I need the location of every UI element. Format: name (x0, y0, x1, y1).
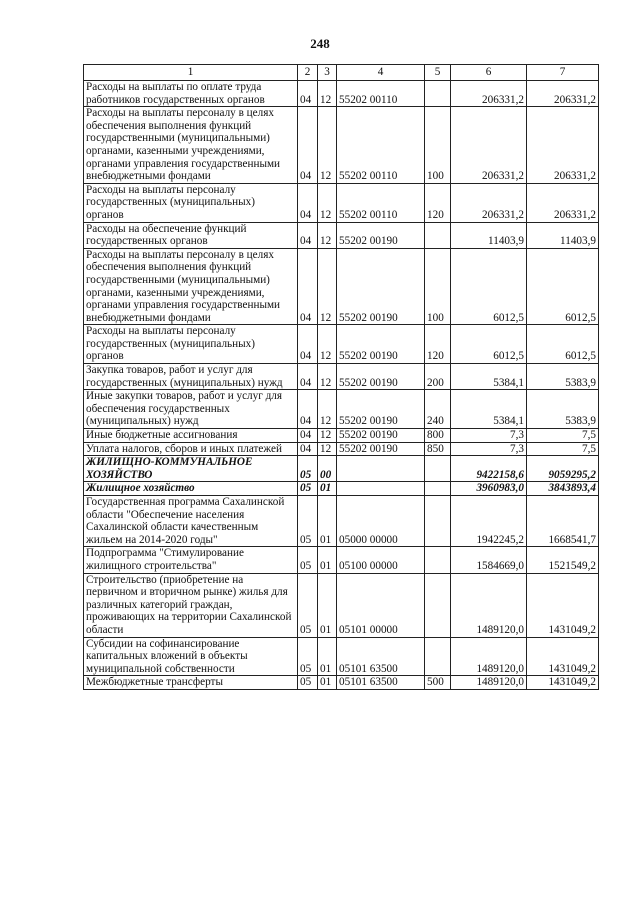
row-description: Государственная программа Сахалинской области "Обеспечение населения Сахалинской области качественным жильем на 2014-2020 годы" (84, 496, 298, 547)
row-subsection-code: 00 (318, 456, 337, 482)
row-amount-year-2: 1431049,2 (527, 573, 599, 637)
row-target-article: 55202 00190 (337, 390, 425, 429)
table-row (84, 364, 599, 390)
row-section-code: 04 (298, 325, 318, 364)
row-subsection-code: 12 (318, 107, 337, 184)
row-expense-type (425, 573, 451, 637)
row-amount-year-2: 3843893,4 (527, 482, 599, 496)
row-subsection-code: 12 (318, 390, 337, 429)
row-description: Расходы на выплаты по оплате труда работников государственных органов (84, 81, 298, 107)
table-row (84, 81, 599, 107)
table-row (84, 573, 599, 637)
row-amount-year-1: 206331,2 (451, 183, 527, 222)
row-amount-year-2: 7,5 (527, 429, 599, 443)
row-expense-type (425, 482, 451, 496)
row-amount-year-2: 206331,2 (527, 107, 599, 184)
row-expense-type (425, 456, 451, 482)
row-subsection-code: 01 (318, 547, 337, 573)
row-target-article: 05101 63500 (337, 637, 425, 676)
row-section-code: 04 (298, 183, 318, 222)
row-amount-year-1: 11403,9 (451, 222, 527, 248)
row-amount-year-2: 206331,2 (527, 183, 599, 222)
row-description: Жилищное хозяйство (84, 482, 298, 496)
row-subsection-code: 01 (318, 637, 337, 676)
row-subsection-code: 01 (318, 573, 337, 637)
row-description: Субсидии на софинансирование капитальных вложений в объекты муниципальной собственности (84, 637, 298, 676)
row-description: Расходы на обеспечение функций государственных органов (84, 222, 298, 248)
row-target-article: 05100 00000 (337, 547, 425, 573)
column-header: 1 (84, 65, 298, 81)
row-expense-type: 120 (425, 325, 451, 364)
row-amount-year-2: 7,5 (527, 442, 599, 456)
table-row (84, 456, 599, 482)
row-target-article: 55202 00190 (337, 364, 425, 390)
row-amount-year-1: 6012,5 (451, 325, 527, 364)
row-description: Межбюджетные трансферты (84, 676, 298, 690)
row-section-code: 04 (298, 248, 318, 325)
row-target-article: 55202 00110 (337, 107, 425, 184)
row-amount-year-1: 7,3 (451, 442, 527, 456)
table-row (84, 676, 599, 690)
row-expense-type: 800 (425, 429, 451, 443)
row-description: ЖИЛИЩНО-КОММУНАЛЬНОЕ ХОЗЯЙСТВО (84, 456, 298, 482)
row-section-code: 04 (298, 222, 318, 248)
row-amount-year-2: 1431049,2 (527, 637, 599, 676)
row-expense-type: 200 (425, 364, 451, 390)
row-subsection-code: 12 (318, 364, 337, 390)
table-row (84, 248, 599, 325)
row-expense-type: 120 (425, 183, 451, 222)
row-amount-year-2: 11403,9 (527, 222, 599, 248)
row-expense-type (425, 637, 451, 676)
row-expense-type: 240 (425, 390, 451, 429)
row-target-article: 55202 00190 (337, 325, 425, 364)
row-amount-year-1: 1489120,0 (451, 573, 527, 637)
row-subsection-code: 01 (318, 676, 337, 690)
row-amount-year-1: 1584669,0 (451, 547, 527, 573)
row-target-article (337, 482, 425, 496)
row-description: Подпрограмма "Стимулирование жилищного строительства" (84, 547, 298, 573)
row-amount-year-1: 1942245,2 (451, 496, 527, 547)
row-amount-year-2: 6012,5 (527, 325, 599, 364)
row-subsection-code: 12 (318, 442, 337, 456)
row-target-article: 55202 00190 (337, 222, 425, 248)
row-section-code: 04 (298, 107, 318, 184)
row-subsection-code: 12 (318, 325, 337, 364)
row-subsection-code: 12 (318, 81, 337, 107)
row-amount-year-1: 5384,1 (451, 364, 527, 390)
row-description: Расходы на выплаты персоналу государственных (муниципальных) органов (84, 183, 298, 222)
row-section-code: 05 (298, 482, 318, 496)
row-expense-type (425, 222, 451, 248)
row-subsection-code: 01 (318, 496, 337, 547)
row-amount-year-1: 6012,5 (451, 248, 527, 325)
table-row (84, 482, 599, 496)
row-section-code: 04 (298, 81, 318, 107)
row-target-article (337, 456, 425, 482)
table-row (84, 107, 599, 184)
row-target-article: 55202 00110 (337, 183, 425, 222)
row-subsection-code: 12 (318, 222, 337, 248)
row-amount-year-1: 206331,2 (451, 107, 527, 184)
table-header-row (84, 65, 599, 81)
row-expense-type: 100 (425, 248, 451, 325)
row-section-code: 05 (298, 573, 318, 637)
row-section-code: 05 (298, 496, 318, 547)
row-description: Расходы на выплаты персоналу в целях обеспечения выполнения функций государственными (муниципальными) органами, казенными учреждениями, органами управления государственными внебюджетными фондами (84, 107, 298, 184)
row-amount-year-1: 7,3 (451, 429, 527, 443)
row-target-article: 55202 00110 (337, 81, 425, 107)
row-amount-year-1: 206331,2 (451, 81, 527, 107)
row-section-code: 05 (298, 456, 318, 482)
row-description: Расходы на выплаты персоналу в целях обеспечения выполнения функций государственными (муниципальными) органами, казенными учреждениями, органами управления государственными внебюджетными фондами (84, 248, 298, 325)
row-description: Иные бюджетные ассигнования (84, 429, 298, 443)
row-expense-type (425, 496, 451, 547)
row-amount-year-1: 1489120,0 (451, 676, 527, 690)
page-number: 248 (310, 36, 330, 51)
column-header: 5 (425, 65, 451, 81)
row-target-article: 05101 63500 (337, 676, 425, 690)
row-amount-year-1: 1489120,0 (451, 637, 527, 676)
row-amount-year-2: 5383,9 (527, 364, 599, 390)
table-body (84, 81, 599, 690)
table-row (84, 547, 599, 573)
row-subsection-code: 12 (318, 429, 337, 443)
row-amount-year-1: 9422158,6 (451, 456, 527, 482)
row-subsection-code: 12 (318, 248, 337, 325)
table-row (84, 390, 599, 429)
row-subsection-code: 01 (318, 482, 337, 496)
table-row (84, 183, 599, 222)
row-amount-year-2: 5383,9 (527, 390, 599, 429)
row-amount-year-2: 6012,5 (527, 248, 599, 325)
table-row (84, 637, 599, 676)
row-description: Расходы на выплаты персоналу государственных (муниципальных) органов (84, 325, 298, 364)
row-target-article: 55202 00190 (337, 442, 425, 456)
row-amount-year-2: 1668541,7 (527, 496, 599, 547)
row-expense-type (425, 547, 451, 573)
row-expense-type: 500 (425, 676, 451, 690)
row-section-code: 05 (298, 547, 318, 573)
row-section-code: 05 (298, 676, 318, 690)
row-expense-type: 100 (425, 107, 451, 184)
row-amount-year-1: 3960983,0 (451, 482, 527, 496)
table-row (84, 222, 599, 248)
column-header: 6 (451, 65, 527, 81)
row-section-code: 04 (298, 429, 318, 443)
table-row (84, 429, 599, 443)
row-amount-year-1: 5384,1 (451, 390, 527, 429)
row-target-article: 55202 00190 (337, 248, 425, 325)
table-row (84, 496, 599, 547)
row-description: Строительство (приобретение на первичном и вторичном рынке) жилья для различных категорий граждан, проживающих на территории Сахалинской области (84, 573, 298, 637)
row-section-code: 04 (298, 442, 318, 456)
column-header: 7 (527, 65, 599, 81)
row-amount-year-2: 1431049,2 (527, 676, 599, 690)
row-amount-year-2: 206331,2 (527, 81, 599, 107)
row-description: Закупка товаров, работ и услуг для государственных (муниципальных) нужд (84, 364, 298, 390)
column-header: 2 (298, 65, 318, 81)
budget-table (83, 64, 599, 690)
table-row (84, 325, 599, 364)
row-section-code: 05 (298, 637, 318, 676)
row-expense-type: 850 (425, 442, 451, 456)
row-expense-type (425, 81, 451, 107)
table-row (84, 442, 599, 456)
row-amount-year-2: 9059295,2 (527, 456, 599, 482)
row-target-article: 55202 00190 (337, 429, 425, 443)
row-amount-year-2: 1521549,2 (527, 547, 599, 573)
row-description: Уплата налогов, сборов и иных платежей (84, 442, 298, 456)
column-header: 4 (337, 65, 425, 81)
row-subsection-code: 12 (318, 183, 337, 222)
row-target-article: 05101 00000 (337, 573, 425, 637)
row-section-code: 04 (298, 364, 318, 390)
column-header: 3 (318, 65, 337, 81)
row-target-article: 05000 00000 (337, 496, 425, 547)
row-description: Иные закупки товаров, работ и услуг для обеспечения государственных (муниципальных) нужд (84, 390, 298, 429)
row-section-code: 04 (298, 390, 318, 429)
